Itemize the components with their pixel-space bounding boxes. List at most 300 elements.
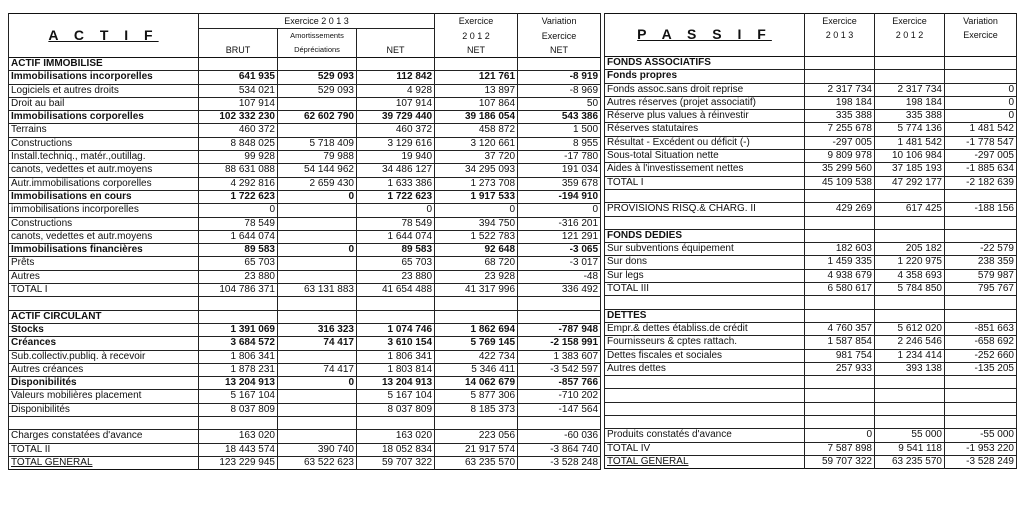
actif-row	[9, 58, 601, 71]
passif-row	[605, 455, 1017, 468]
actif-net2012-cell: 34 295 093	[435, 164, 518, 177]
actif-label-cell: Autres créances	[9, 363, 199, 376]
passif-var-cell: 0	[945, 110, 1017, 123]
actif-amort-cell: 529 093	[278, 71, 357, 84]
passif-v2013-cell: 4 760 357	[805, 322, 875, 335]
passif-var-cell	[945, 309, 1017, 322]
passif-row	[605, 442, 1017, 455]
actif-label-cell: Constructions	[9, 217, 199, 230]
passif-v2013-cell: 198 184	[805, 96, 875, 109]
passif-var-cell: 1 481 542	[945, 123, 1017, 136]
passif-v2012-cell: 4 358 693	[875, 269, 945, 282]
actif-net2012-cell: 21 917 574	[435, 443, 518, 456]
actif-label-cell: canots, vedettes et autr.moyens	[9, 230, 199, 243]
actif-row	[9, 137, 601, 150]
actif-net2012-cell: 63 235 570	[435, 456, 518, 469]
actif-label-cell	[9, 297, 199, 310]
actif-var-cell: -2 158 991	[518, 337, 601, 350]
actif-brut-cell: 460 372	[199, 124, 278, 137]
passif-v2013-cell: 981 754	[805, 349, 875, 362]
actif-brut-cell: 163 020	[199, 430, 278, 443]
actif-net-cell	[357, 310, 435, 323]
actif-brut-cell: 8 848 025	[199, 137, 278, 150]
actif-row	[9, 390, 601, 403]
passif-v2012-cell: 1 220 975	[875, 256, 945, 269]
passif-v2013-cell: 7 255 678	[805, 123, 875, 136]
actif-row	[9, 84, 601, 97]
actif-label-cell: Immobilisations corporelles	[9, 111, 199, 124]
actif-label-cell: Constructions	[9, 137, 199, 150]
passif-ex2013-label: Exercice	[805, 14, 875, 29]
actif-amort-cell: 5 718 409	[278, 137, 357, 150]
passif-v2012-cell	[875, 296, 945, 309]
passif-v2013-cell: 257 933	[805, 362, 875, 375]
passif-v2013-cell: 2 317 734	[805, 83, 875, 96]
passif-label-cell: Fonds assoc.sans droit reprise	[605, 83, 805, 96]
actif-var-cell: 0	[518, 204, 601, 217]
passif-v2012-cell: 205 182	[875, 243, 945, 256]
actif-net-cell: 41 654 488	[357, 284, 435, 297]
actif-brut-cell: 1 722 623	[199, 190, 278, 203]
actif-var-cell: 359 678	[518, 177, 601, 190]
actif-brut-cell: 89 583	[199, 244, 278, 257]
passif-var-cell: -252 660	[945, 349, 1017, 362]
actif-row	[9, 377, 601, 390]
actif-amort-cell	[278, 58, 357, 71]
actif-var-cell: -8 969	[518, 84, 601, 97]
passif-row	[605, 283, 1017, 296]
passif-v2013-cell: 335 388	[805, 110, 875, 123]
passif-var-cell: -1 885 634	[945, 163, 1017, 176]
passif-var-cell: 0	[945, 96, 1017, 109]
actif-var-cell: -710 202	[518, 390, 601, 403]
passif-v2012-cell	[875, 402, 945, 415]
passif-row	[605, 229, 1017, 242]
actif-brut-cell: 78 549	[199, 217, 278, 230]
actif-brut-cell: 1 644 074	[199, 230, 278, 243]
passif-row	[605, 110, 1017, 123]
passif-label-cell: Dettes fiscales et sociales	[605, 349, 805, 362]
passif-row	[605, 402, 1017, 415]
actif-net-cell: 1 644 074	[357, 230, 435, 243]
actif-amort-cell	[278, 124, 357, 137]
passif-row	[605, 163, 1017, 176]
actif-net-cell	[357, 417, 435, 430]
actif-net-cell: 1 633 386	[357, 177, 435, 190]
passif-v2012-cell	[875, 229, 945, 242]
actif-table	[8, 13, 601, 470]
passif-v2012-cell	[875, 309, 945, 322]
actif-brut-cell	[199, 310, 278, 323]
actif-amort-cell	[278, 257, 357, 270]
actif-net2012-cell: 107 864	[435, 97, 518, 110]
passif-v2012-cell: 1 234 414	[875, 349, 945, 362]
actif-label-cell: TOTAL I	[9, 284, 199, 297]
passif-v2013-cell: 45 109 538	[805, 176, 875, 189]
passif-v2012-cell: 617 425	[875, 203, 945, 216]
passif-v2013-cell: 1 587 854	[805, 336, 875, 349]
actif-label-cell: Droit au bail	[9, 97, 199, 110]
passif-var-cell	[945, 229, 1017, 242]
passif-label-cell: DETTES	[605, 309, 805, 322]
actif-amort-cell: 2 659 430	[278, 177, 357, 190]
actif-net2012-cell: 1 522 783	[435, 230, 518, 243]
actif-var-cell: -3 065	[518, 244, 601, 257]
amortissements-label: Amortissements	[278, 29, 357, 44]
actif-var-cell: -60 036	[518, 430, 601, 443]
passif-v2013-cell: 429 269	[805, 203, 875, 216]
actif-net-cell: 19 940	[357, 151, 435, 164]
actif-var-cell: -8 919	[518, 71, 601, 84]
actif-net-cell: 0	[357, 204, 435, 217]
passif-v2013-cell	[805, 229, 875, 242]
actif-amort-cell	[278, 417, 357, 430]
passif-v2013-cell: 59 707 322	[805, 455, 875, 468]
passif-row	[605, 376, 1017, 389]
actif-net2012-cell: 5 346 411	[435, 363, 518, 376]
passif-var-cell: 579 987	[945, 269, 1017, 282]
passif-v2013-cell: 7 587 898	[805, 442, 875, 455]
actif-label-cell: TOTAL GENERAL	[9, 456, 199, 469]
passif-row	[605, 296, 1017, 309]
exercice-2013-header: Exercice 2 0 1 3	[199, 14, 435, 29]
actif-label-cell: Charges constatées d'avance	[9, 430, 199, 443]
actif-brut-cell: 1 806 341	[199, 350, 278, 363]
passif-v2012-cell: 1 481 542	[875, 136, 945, 149]
passif-v2012-cell: 335 388	[875, 110, 945, 123]
actif-net-cell: 460 372	[357, 124, 435, 137]
actif-net-cell: 107 914	[357, 97, 435, 110]
actif-row	[9, 111, 601, 124]
actif-var-cell: -194 910	[518, 190, 601, 203]
passif-row	[605, 203, 1017, 216]
actif-net-cell: 23 880	[357, 270, 435, 283]
passif-label-cell: Sous-total Situation nette	[605, 150, 805, 163]
actif-net-cell: 5 167 104	[357, 390, 435, 403]
actif-net-cell: 4 928	[357, 84, 435, 97]
actif-net2012-cell: 1 273 708	[435, 177, 518, 190]
actif-brut-cell: 13 204 913	[199, 377, 278, 390]
passif-v2013-cell: -297 005	[805, 136, 875, 149]
passif-row	[605, 362, 1017, 375]
exercice-2012-year: 2 0 1 2	[435, 29, 518, 44]
actif-row	[9, 217, 601, 230]
actif-amort-cell	[278, 217, 357, 230]
actif-var-cell: 1 500	[518, 124, 601, 137]
actif-var-cell: 50	[518, 97, 601, 110]
passif-label-cell: Réserve plus values à réinvestir	[605, 110, 805, 123]
passif-row	[605, 349, 1017, 362]
actif-var-cell: -147 564	[518, 403, 601, 416]
actif-net-cell: 3 129 616	[357, 137, 435, 150]
actif-net2012-cell: 458 872	[435, 124, 518, 137]
actif-brut-cell: 123 229 945	[199, 456, 278, 469]
actif-net-cell: 1 722 623	[357, 190, 435, 203]
actif-var-cell	[518, 58, 601, 71]
actif-brut-cell: 534 021	[199, 84, 278, 97]
actif-label-cell: Immobilisations financières	[9, 244, 199, 257]
actif-label-cell: ACTIF CIRCULANT	[9, 310, 199, 323]
actif-var-cell: 336 492	[518, 284, 601, 297]
actif-net2012-cell: 5 877 306	[435, 390, 518, 403]
passif-var-cell: -55 000	[945, 429, 1017, 442]
passif-label-cell: TOTAL IV	[605, 442, 805, 455]
passif-v2013-cell	[805, 376, 875, 389]
passif-v2013-cell: 182 603	[805, 243, 875, 256]
actif-net2012-cell: 13 897	[435, 84, 518, 97]
actif-amort-cell	[278, 390, 357, 403]
passif-label-cell: FONDS DEDIES	[605, 229, 805, 242]
passif-label-cell	[605, 189, 805, 202]
passif-v2013-cell	[805, 57, 875, 70]
passif-var-cell: -1 778 547	[945, 136, 1017, 149]
actif-var-cell: -3 017	[518, 257, 601, 270]
actif-label-cell: Valeurs mobilières placement	[9, 390, 199, 403]
passif-v2013-cell	[805, 309, 875, 322]
actif-row	[9, 284, 601, 297]
actif-row	[9, 310, 601, 323]
passif-var-cell	[945, 296, 1017, 309]
actif-row	[9, 124, 601, 137]
passif-v2012-cell: 2 246 546	[875, 336, 945, 349]
passif-v2012-cell: 198 184	[875, 96, 945, 109]
passif-v2012-cell	[875, 389, 945, 402]
actif-amort-cell: 0	[278, 244, 357, 257]
passif-label-cell	[605, 376, 805, 389]
actif-amort-cell: 390 740	[278, 443, 357, 456]
passif-label-cell: Réserves statutaires	[605, 123, 805, 136]
actif-net-cell: 59 707 322	[357, 456, 435, 469]
actif-net-cell: 13 204 913	[357, 377, 435, 390]
passif-v2013-cell	[805, 389, 875, 402]
actif-var-cell: 8 955	[518, 137, 601, 150]
passif-label-cell: Produits constatés d'avance	[605, 429, 805, 442]
actif-net2012-cell: 68 720	[435, 257, 518, 270]
passif-var-cell: -658 692	[945, 336, 1017, 349]
passif-var-cell	[945, 416, 1017, 429]
passif-v2013-cell	[805, 216, 875, 229]
passif-label-cell: Fonds propres	[605, 70, 805, 83]
actif-net-cell: 1 803 814	[357, 363, 435, 376]
actif-row	[9, 97, 601, 110]
actif-row	[9, 230, 601, 243]
actif-amort-cell	[278, 403, 357, 416]
actif-row	[9, 177, 601, 190]
passif-table	[604, 13, 1017, 469]
actif-amort-cell	[278, 270, 357, 283]
actif-net2012-cell: 37 720	[435, 151, 518, 164]
actif-var-cell: 543 386	[518, 111, 601, 124]
actif-amort-cell	[278, 310, 357, 323]
exercice-2012-label: Exercice	[435, 14, 518, 29]
actif-row	[9, 417, 601, 430]
passif-var-cell: -3 528 249	[945, 455, 1017, 468]
passif-row	[605, 189, 1017, 202]
actif-label-cell: Immobilisations incorporelles	[9, 71, 199, 84]
passif-v2012-cell: 37 185 193	[875, 163, 945, 176]
depreciations-label: Dépréciations	[278, 43, 357, 58]
passif-v2012-cell: 2 317 734	[875, 83, 945, 96]
actif-net2012-cell: 39 186 054	[435, 111, 518, 124]
actif-amort-cell	[278, 204, 357, 217]
actif-label-cell: immobilisations incorporelles	[9, 204, 199, 217]
passif-v2013-cell: 6 580 617	[805, 283, 875, 296]
actif-var-cell: -17 780	[518, 151, 601, 164]
actif-var-cell: -316 201	[518, 217, 601, 230]
passif-row	[605, 70, 1017, 83]
actif-label-cell: Install.techniq., matér.,outillag.	[9, 151, 199, 164]
actif-row	[9, 164, 601, 177]
passif-v2013-cell	[805, 416, 875, 429]
actif-net2012-cell: 5 769 145	[435, 337, 518, 350]
actif-brut-cell	[199, 58, 278, 71]
actif-var-cell: 121 291	[518, 230, 601, 243]
passif-var-cell: -135 205	[945, 362, 1017, 375]
passif-var-cell: -1 953 220	[945, 442, 1017, 455]
actif-amort-cell	[278, 430, 357, 443]
actif-row	[9, 403, 601, 416]
passif-v2012-cell: 9 541 118	[875, 442, 945, 455]
passif-var-cell: -22 579	[945, 243, 1017, 256]
actif-label-cell: Disponibilités	[9, 403, 199, 416]
passif-row	[605, 83, 1017, 96]
passif-ex2012-year: 2 0 1 2	[875, 28, 945, 42]
actif-amort-cell: 74 417	[278, 363, 357, 376]
passif-v2012-cell: 47 292 177	[875, 176, 945, 189]
actif-net2012-cell: 3 120 661	[435, 137, 518, 150]
actif-row	[9, 337, 601, 350]
passif-label-cell: TOTAL GENERAL	[605, 455, 805, 468]
actif-amort-cell: 0	[278, 190, 357, 203]
actif-amort-cell: 529 093	[278, 84, 357, 97]
actif-var-cell: -48	[518, 270, 601, 283]
actif-label-cell: canots, vedettes et autr.moyens	[9, 164, 199, 177]
passif-v2013-cell	[805, 70, 875, 83]
passif-v2013-cell: 1 459 335	[805, 256, 875, 269]
passif-label-cell: TOTAL III	[605, 283, 805, 296]
actif-net2012-cell: 422 734	[435, 350, 518, 363]
actif-row	[9, 151, 601, 164]
passif-label-cell: TOTAL I	[605, 176, 805, 189]
actif-net-cell: 78 549	[357, 217, 435, 230]
actif-net2012-cell: 223 056	[435, 430, 518, 443]
actif-net2012-cell	[435, 310, 518, 323]
passif-label-cell	[605, 402, 805, 415]
passif-row	[605, 96, 1017, 109]
passif-v2013-cell	[805, 402, 875, 415]
actif-label-cell: Logiciels et autres droits	[9, 84, 199, 97]
actif-var-cell: 1 383 607	[518, 350, 601, 363]
passif-label-cell: PROVISIONS RISQ.& CHARG. II	[605, 203, 805, 216]
actif-net2012-cell: 394 750	[435, 217, 518, 230]
actif-net2012-cell	[435, 417, 518, 430]
passif-v2012-cell	[875, 57, 945, 70]
actif-brut-cell: 104 786 371	[199, 284, 278, 297]
passif-var-cell	[945, 70, 1017, 83]
passif-row	[605, 216, 1017, 229]
actif-brut-cell: 102 332 230	[199, 111, 278, 124]
actif-amort-cell: 79 988	[278, 151, 357, 164]
actif-net-cell: 34 486 127	[357, 164, 435, 177]
passif-title: P A S S I F	[637, 26, 772, 42]
passif-row	[605, 57, 1017, 70]
actif-label-cell: Disponibilités	[9, 377, 199, 390]
col-net-2012: NET	[435, 43, 518, 58]
actif-amort-cell: 316 323	[278, 323, 357, 336]
actif-amort-cell	[278, 297, 357, 310]
actif-var-cell: -787 948	[518, 323, 601, 336]
passif-label-cell	[605, 389, 805, 402]
passif-var-cell: -297 005	[945, 150, 1017, 163]
passif-v2012-cell: 10 106 984	[875, 150, 945, 163]
actif-label-cell: Stocks	[9, 323, 199, 336]
actif-var-cell: -3 528 248	[518, 456, 601, 469]
passif-var-cell: 238 359	[945, 256, 1017, 269]
passif-label-cell: FONDS ASSOCIATIFS	[605, 57, 805, 70]
actif-var-cell	[518, 297, 601, 310]
actif-amort-cell	[278, 230, 357, 243]
passif-v2012-cell: 5 774 136	[875, 123, 945, 136]
passif-v2012-cell	[875, 376, 945, 389]
actif-label-cell: TOTAL II	[9, 443, 199, 456]
actif-amort-cell	[278, 350, 357, 363]
passif-row	[605, 389, 1017, 402]
passif-label-cell: Sur legs	[605, 269, 805, 282]
actif-label-cell: Sub.collectiv.publiq. à recevoir	[9, 350, 199, 363]
passif-var-cell	[945, 389, 1017, 402]
actif-var-cell: -3 542 597	[518, 363, 601, 376]
passif-var-cell: -188 156	[945, 203, 1017, 216]
passif-v2013-cell: 0	[805, 429, 875, 442]
actif-net2012-cell: 1 862 694	[435, 323, 518, 336]
passif-label-cell: Autres dettes	[605, 362, 805, 375]
passif-label-cell: Résultat - Excédent ou déficit (-)	[605, 136, 805, 149]
passif-var-cell	[945, 57, 1017, 70]
passif-ex2013-year: 2 0 1 3	[805, 28, 875, 42]
actif-net-cell: 39 729 440	[357, 111, 435, 124]
passif-row	[605, 322, 1017, 335]
actif-row	[9, 257, 601, 270]
passif-var-cell: -2 182 639	[945, 176, 1017, 189]
actif-amort-cell: 62 602 790	[278, 111, 357, 124]
passif-v2012-cell	[875, 189, 945, 202]
actif-net2012-cell: 41 317 996	[435, 284, 518, 297]
actif-row	[9, 204, 601, 217]
passif-var-cell	[945, 216, 1017, 229]
actif-label-cell	[9, 417, 199, 430]
actif-row	[9, 297, 601, 310]
actif-net-cell: 1 074 746	[357, 323, 435, 336]
actif-var-cell	[518, 417, 601, 430]
actif-label-cell: ACTIF IMMOBILISE	[9, 58, 199, 71]
passif-v2013-cell: 4 938 679	[805, 269, 875, 282]
actif-var-cell: -857 766	[518, 377, 601, 390]
actif-amort-cell: 54 144 962	[278, 164, 357, 177]
actif-net-cell: 89 583	[357, 244, 435, 257]
actif-net-cell	[357, 297, 435, 310]
actif-brut-cell: 4 292 816	[199, 177, 278, 190]
actif-amort-cell: 0	[278, 377, 357, 390]
passif-v2013-cell	[805, 296, 875, 309]
actif-amort-cell: 63 522 623	[278, 456, 357, 469]
actif-row	[9, 443, 601, 456]
actif-amort-cell: 74 417	[278, 337, 357, 350]
actif-var-cell: 191 034	[518, 164, 601, 177]
actif-net-cell: 65 703	[357, 257, 435, 270]
actif-net-cell: 112 842	[357, 71, 435, 84]
col-net: NET	[357, 43, 435, 58]
passif-label-cell: Sur dons	[605, 256, 805, 269]
